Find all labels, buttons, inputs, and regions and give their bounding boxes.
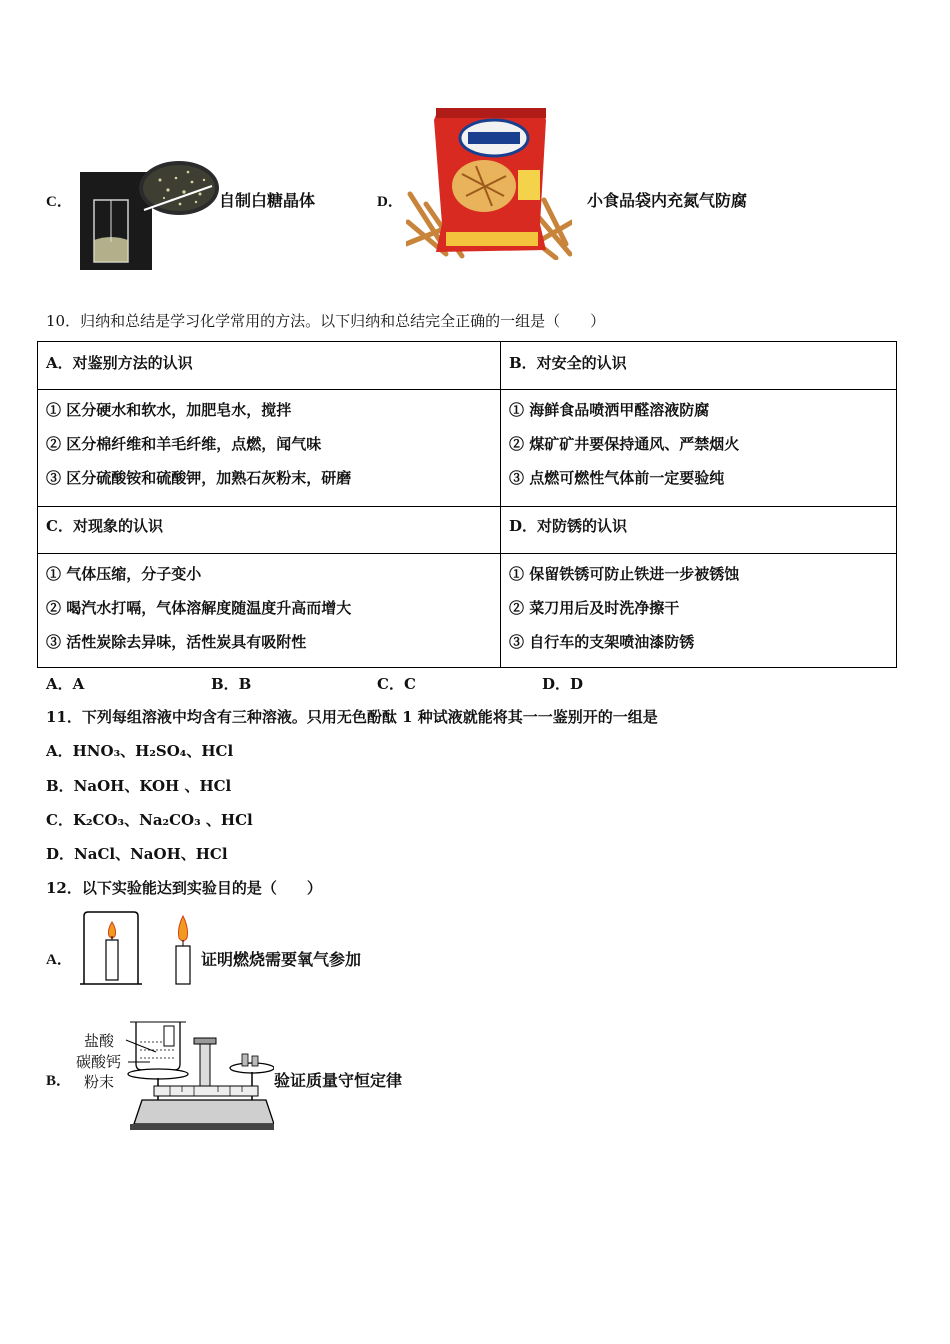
q10-stem: 10．归纳和总结是学习化学常用的方法。以下归纳和总结完全正确的一组是（ ） <box>46 312 606 330</box>
balance-label-calcium-carbonate: 碳酸钙 <box>76 1053 122 1071</box>
cell-b-item-3: ③ 点燃可燃性气体前一定要验纯 <box>509 469 725 487</box>
q11-option-a: A．HNO₃、H₂SO₄、HCl <box>46 742 234 760</box>
cell-b-item-1: ① 海鲜食品喷洒甲醛溶液防腐 <box>509 401 710 419</box>
table-divider-vertical <box>500 342 501 667</box>
cell-a-item-1: ① 区分硬水和软水，加肥皂水，搅拌 <box>46 401 292 419</box>
cell-c-item-2: ② 喝汽水打嗝，气体溶解度随温度升高而增大 <box>46 599 352 617</box>
q9-option-d-text: 小食品袋内充氮气防腐 <box>587 191 748 210</box>
q9-option-d-label: D． <box>377 194 403 210</box>
q11-stem: 11．下列每组溶液中均含有三种溶液。只用无色酚酞 1 种试液就能将其一一鉴别开的一组是 <box>46 708 658 726</box>
candle-experiment-image <box>78 910 202 986</box>
q10-option-d: D．D <box>542 675 584 693</box>
q11-option-b: B．NaOH、KOH 、HCl <box>46 777 232 795</box>
snack-bag-image <box>406 104 572 260</box>
cell-d-item-2: ② 菜刀用后及时洗净擦干 <box>509 599 680 617</box>
cell-a-item-3: ③ 区分硫酸铵和硫酸钾，加熟石灰粉末，研磨 <box>46 469 352 487</box>
q10-option-a: A．A <box>46 675 85 693</box>
balance-label-powder: 粉末 <box>84 1073 115 1091</box>
cell-d-item-1: ① 保留铁锈可防止铁进一步被锈蚀 <box>509 565 740 583</box>
q12-option-a-text: 证明燃烧需要氧气参加 <box>201 950 362 969</box>
cell-b-title: B．对安全的认识 <box>509 354 627 372</box>
cell-d-item-3: ③ 自行车的支架喷油漆防锈 <box>509 633 695 651</box>
cell-d-title: D．对防锈的认识 <box>509 517 628 535</box>
q9-option-c-label: C． <box>46 194 72 210</box>
q12-option-b-text: 验证质量守恒定律 <box>274 1071 403 1090</box>
q12-option-b-label: B． <box>46 1073 72 1089</box>
cell-c-title: C．对现象的认识 <box>46 517 163 535</box>
table-divider-row2 <box>38 506 896 507</box>
cell-a-item-2: ② 区分棉纤维和羊毛纤维，点燃，闻气味 <box>46 435 322 453</box>
q11-option-d: D．NaCl、NaOH、HCl <box>46 845 228 863</box>
cell-c-item-1: ① 气体压缩，分子变小 <box>46 565 202 583</box>
sugar-crystal-image <box>80 160 220 272</box>
table-divider-row1 <box>38 389 896 390</box>
q9-option-c-text: 自制白糖晶体 <box>219 191 316 210</box>
cell-a-title: A．对鉴别方法的认识 <box>46 354 193 372</box>
cell-c-item-3: ③ 活性炭除去异味，活性炭具有吸附性 <box>46 633 307 651</box>
q10-option-b: B．B <box>211 675 252 693</box>
q10-option-c: C．C <box>377 675 416 693</box>
balance-label-hydrochloric-acid: 盐酸 <box>84 1032 115 1050</box>
q12-option-a-label: A． <box>46 952 72 968</box>
table-divider-row3 <box>38 553 896 554</box>
q12-stem: 12．以下实验能达到实验目的是（ ） <box>46 879 322 897</box>
q11-option-c: C．K₂CO₃、Na₂CO₃ 、HCl <box>46 811 253 829</box>
cell-b-item-2: ② 煤矿矿井要保持通风、严禁烟火 <box>509 435 740 453</box>
q10-table <box>37 341 897 668</box>
